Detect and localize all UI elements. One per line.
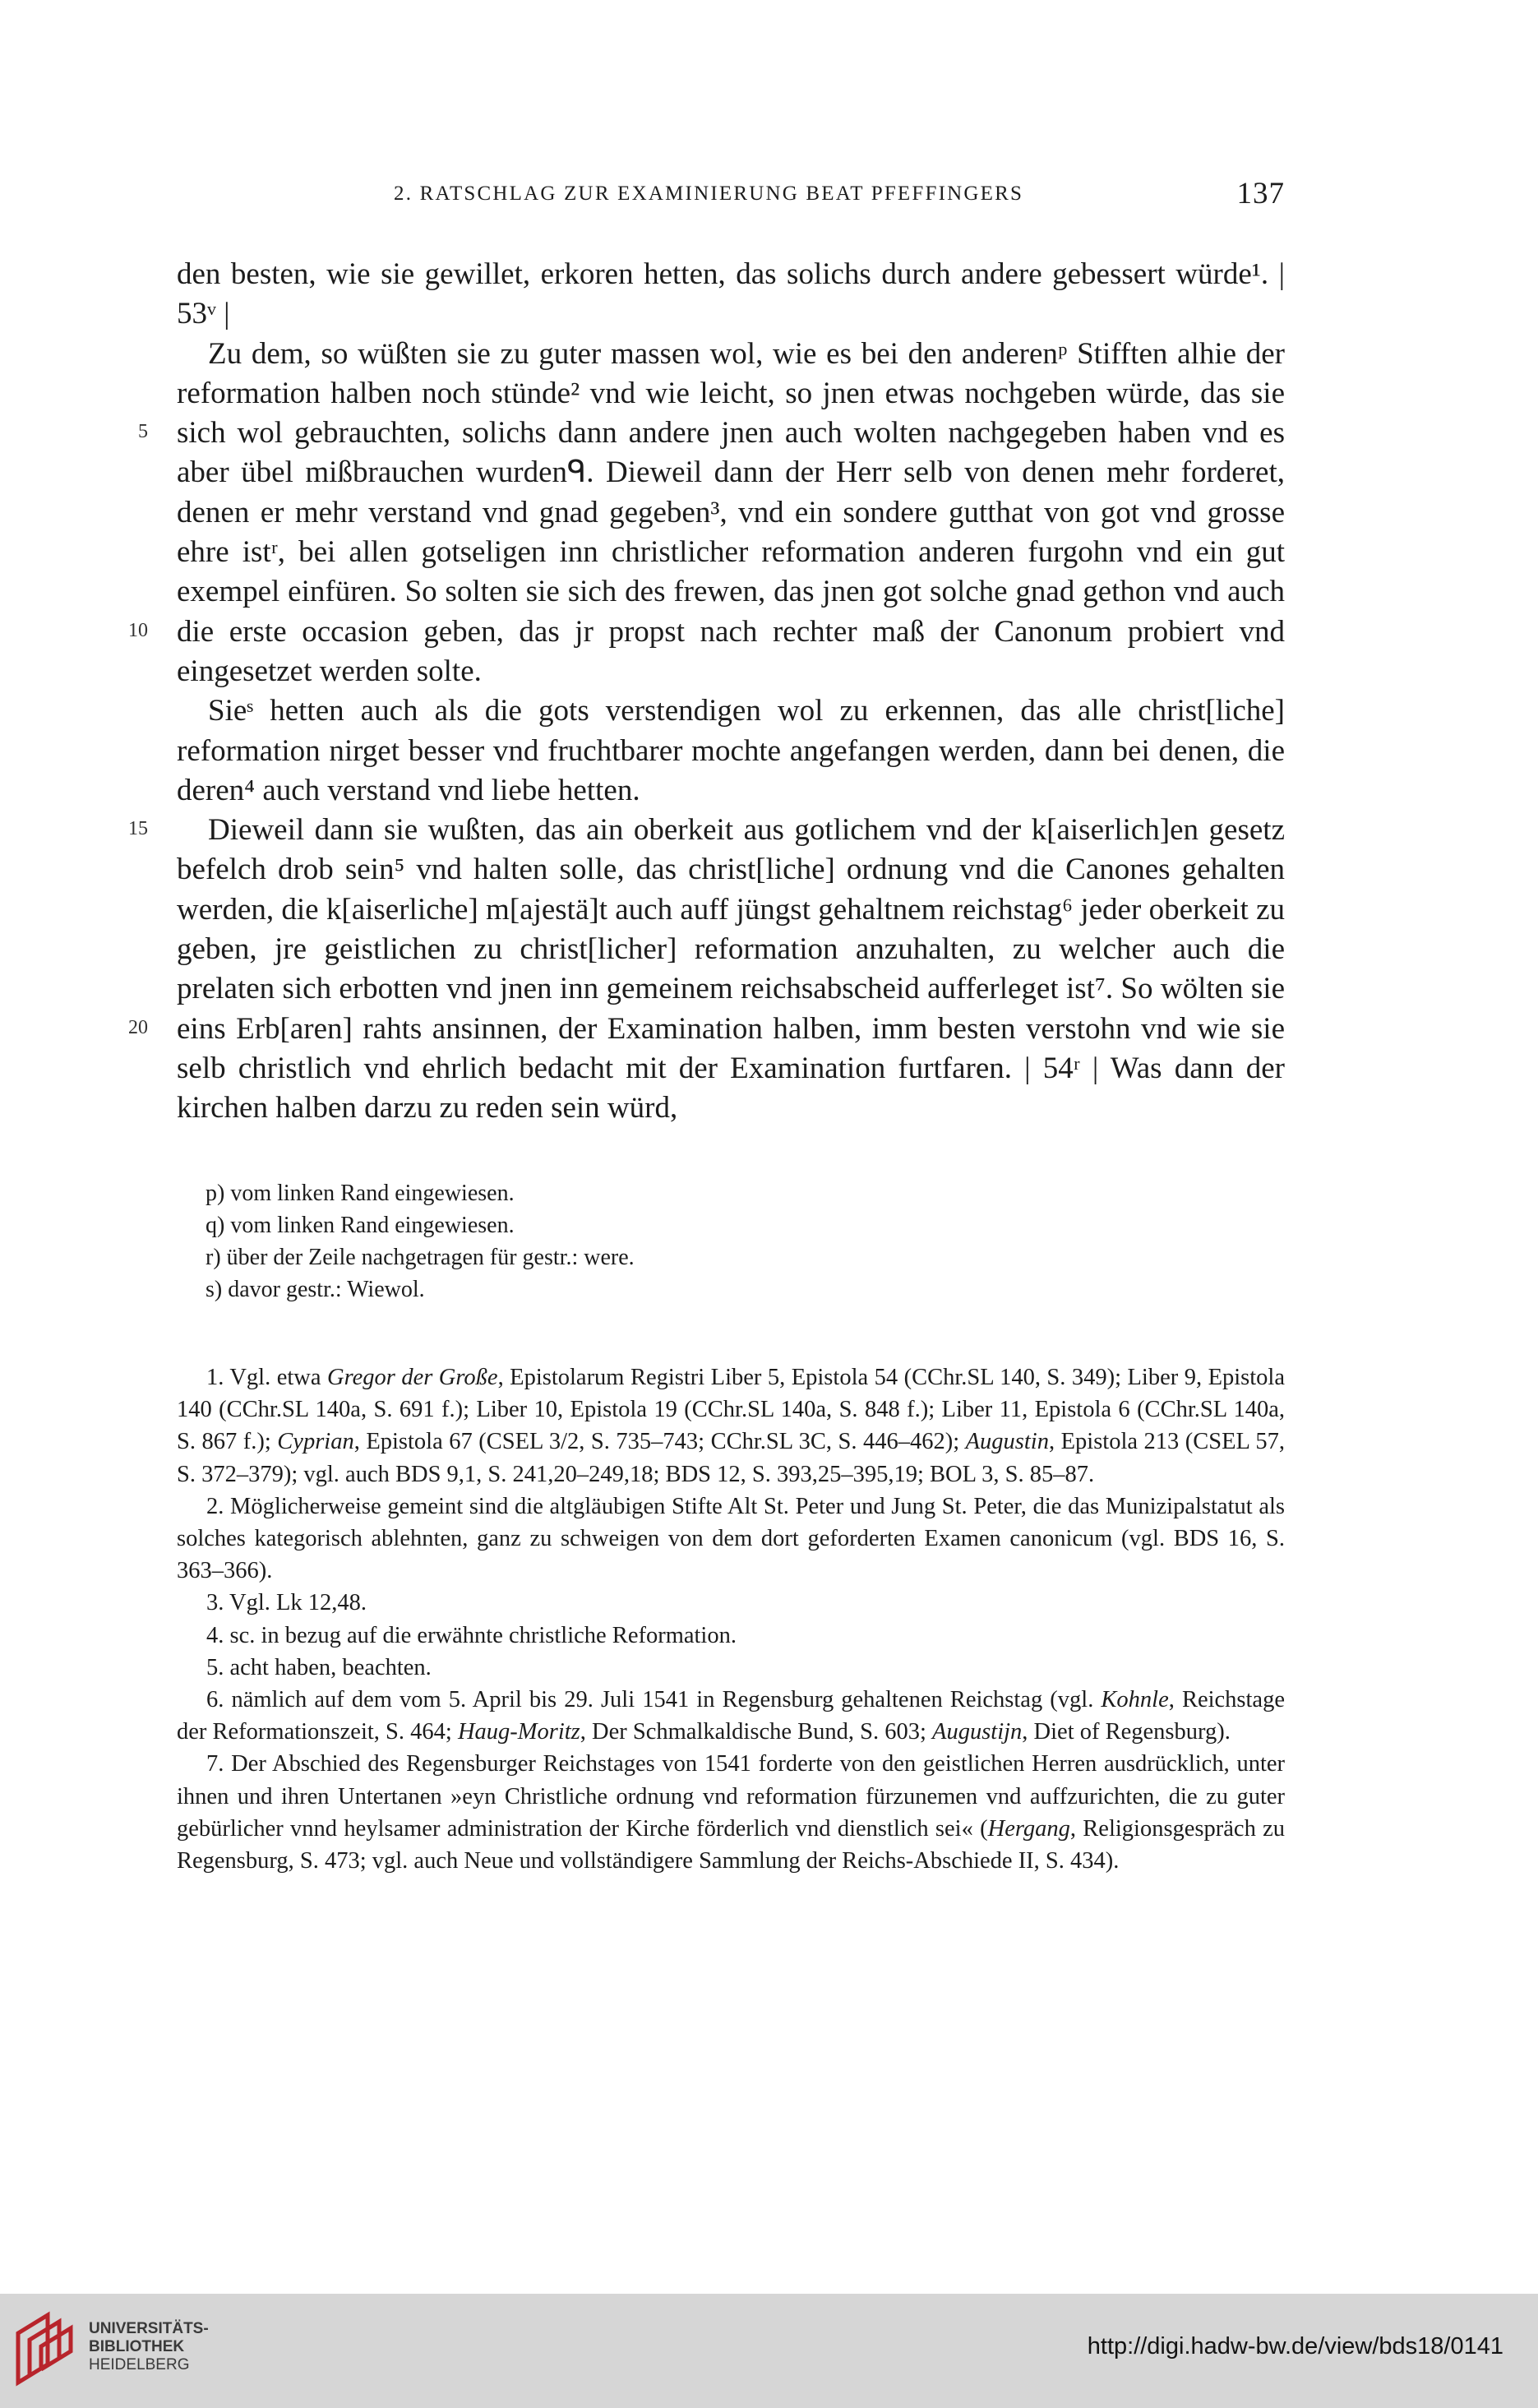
main-text xyxy=(177,255,1285,1129)
footnote-2: 2. Möglicherweise gemeint sind die altgläubigen Stifte Alt St. Peter und Jung St. Peter, die das Munizipalstatut als solches kategorisch ablehnten, ganz zu schweigen von dem dort geforderten Examen canonicum (vgl. BDS 16, S. 363–366). xyxy=(177,1493,1285,1584)
page-header xyxy=(177,179,1285,215)
apparatus-note: p) vom linken Rand eingewiesen. xyxy=(206,1181,515,1206)
digitization-url-link[interactable]: http://digi.hadw-bw.de/view/bds18/0141 xyxy=(1087,2333,1503,2359)
footnotes xyxy=(177,1361,1285,1877)
paragraph: Dieweil dann sie wußten, das ain oberkeit aus gotlichem vnd der k[aiserlich]en gesetz befelch drob sein⁵ vnd halten solle, das christ[liche] ordnung vnd die Canones gehalten werden, die k[aiserliche] m[ajestä]t auch auff jüngst gehaltnem reichstag⁶ jeder oberkeit zu geben, jre geistlichen zu christ[licher] reformation anzuhalten, zu welcher auch die prelaten sich erbotten vnd jnen inn gemeinem reichsabscheid aufferleget ist⁷. So wölten sie eins Erb[aren] rahts ansinnen, der Examination halben, imm besten verstohn vnd wie sie selb christlich vnd ehrlich bedacht mit der Examination furtfaren. | 54ʳ | Was dann der kirchen halben darzu zu reden sein würd, xyxy=(177,813,1285,1125)
apparatus-note: s) davor gestr.: Wiewol. xyxy=(206,1277,425,1302)
paragraph: Zu dem, so wüßten sie zu guter massen wol, wie es bei den anderenᵖ Stifften alhie der reformation halben noch stünde² vnd wie leicht, so jnen etwas nochgeben würde, das sie sich wol gebrauchten, solichs dann andere jnen auch wolten nachgegeben haben vnd es aber übel mißbrauchen wurdenᑫ. Dieweil dann der Herr selb von denen mehr forderet, denen er mehr verstand vnd gnad gegeben³, vnd ein sondere gutthat von got vnd grosse ehre istʳ, bei allen gotseligen inn christlicher reformation anderen furgohn vnd ein gut exempel einfüren. So solten sie sich des frewen, das jnen got solche gnad gethon vnd auch die erste occasion geben, das jr propst nach rechter maß der Canonum probiert vnd eingesetzet werden solte. xyxy=(177,336,1285,688)
footnote-6: 6. nämlich auf dem vom 5. April bis 29. Juli 1541 in Regensburg gehaltenen Reichstag (vgl. Kohnle, Reichstage der Reformationszeit, S. 464; Haug-Moritz, Der Schmalkaldische Bund, S. 603; Augustijn, Diet of Regensburg). xyxy=(177,1687,1285,1745)
running-title: 2. RATSCHLAG ZUR EXAMINIERUNG BEAT PFEFFINGERS xyxy=(394,183,1024,205)
page-number: 137 xyxy=(1236,177,1285,210)
apparatus-note: q) vom linken Rand eingewiesen. xyxy=(206,1213,515,1238)
library-name: UNIVERSITÄTS- BIBLIOTHEK HEIDELBERG xyxy=(89,2320,209,2373)
paragraph: den besten, wie sie gewillet, erkoren hetten, das solichs durch andere gebessert würde¹. | 53ᵛ | xyxy=(177,257,1285,331)
line-number: 20 xyxy=(128,1017,148,1038)
footnote-5: 5. acht haben, beachten. xyxy=(206,1654,432,1680)
footnote-1: 1. Vgl. etwa Gregor der Große, Epistolarum Registri Liber 5, Epistola 54 (CChr.SL 140, S. 349); Liber 9, Epistola 140 (CChr.SL 140a, S. 691 f.); Liber 10, Epistola 19 (CChr.SL 140a, S. 848 f.); Liber 11, Epistola 6 (CChr.SL 140a, S. 867 f.); Cyprian, Epistola 67 (CSEL 3/2, S. 735–743; CChr.SL 3C, S. 446–462); Augustin, Epistola 213 (CSEL 57, S. 372–379); vgl. auch BDS 9,1, S. 241,20–249,18; BDS 12, S. 393,25–395,19; BOL 3, S. 85–87. xyxy=(177,1365,1286,1487)
text-critical-apparatus xyxy=(206,1177,1274,1306)
footnote-4: 4. sc. in bezug auf die erwähnte christliche Reformation. xyxy=(206,1622,737,1648)
line-number: 5 xyxy=(138,421,148,442)
footnote-3: 3. Vgl. Lk 12,48. xyxy=(206,1590,367,1616)
apparatus-note: r) über der Zeile nachgetragen für gestr.: were. xyxy=(206,1245,635,1270)
ub-heidelberg-logo-icon xyxy=(12,2309,79,2387)
line-number: 15 xyxy=(128,818,148,839)
digitization-footer-bar xyxy=(0,2294,1538,2408)
paragraph: Sieˢ hetten auch als die gots verstendigen wol zu erkennen, das alle christ[liche] reformation nirget besser vnd fruchtbarer mochte angefangen werden, dann bei denen, die deren⁴ auch verstand vnd liebe hetten. xyxy=(177,694,1285,807)
footnote-7: 7. Der Abschied des Regensburger Reichstages von 1541 forderte von den geistlichen Herren ausdrücklich, unter ihnen und ihren Untertanen »eyn Christliche ordnung vnd reformation fürzunemen vnd auffzurichten, die zu guter gebürlicher vnnd heylsamer administration der Kirche förderlich vnd dienstlich sei« (Hergang, Religionsgespräch zu Regensburg, S. 473; vgl. auch Neue und vollständigere Sammlung der Reichs-Abschiede II, S. 434). xyxy=(177,1751,1286,1874)
line-number: 10 xyxy=(128,620,148,641)
